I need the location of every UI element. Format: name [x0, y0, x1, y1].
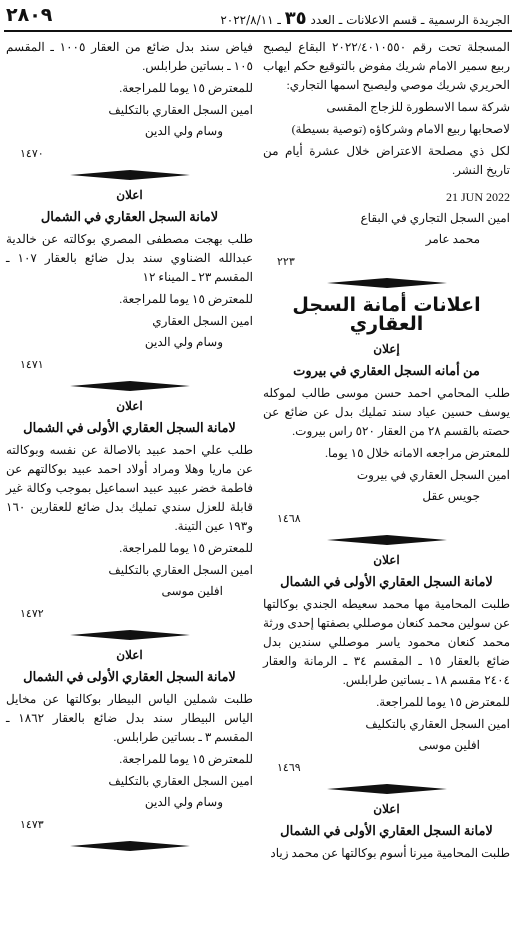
objection-text: لكل ذي مصلحة الاعتراض خلال عشرة أيام من تاريخ النشر. — [263, 144, 510, 177]
notice-body: طلبت شملين الياس البيطار بوكالتها عن مخايل الياس البيطار سند بدل ضائع بالعقار ١٨٦٢ ـ المقسم ٣ ـ بساتين طرابلس. — [6, 692, 254, 744]
notice-body: المسجلة تحت رقم ٢٠٢٢/٤٠١٠٥٥٠ البقاع ليصبح ربيع سمير الامام شريك مفوض بالتوقيع حكم ايهاب الحريري شريك موصي وليصبح اسمها التجاري: — [263, 40, 510, 92]
company-name: شركة سما الاسطورة للزجاج المقسى — [326, 100, 510, 114]
issue-date: ـ ٢٠٢٢/٨/١١ — [220, 13, 281, 27]
notice-number: ١٤٧٢ — [20, 608, 44, 620]
gazette-title: الجريدة الرسمية ـ قسم الاعلانات ـ العدد — [310, 13, 510, 27]
notice-1473 — [6, 646, 253, 835]
notice-1468 — [263, 340, 510, 529]
notice-1471 — [6, 186, 253, 375]
notice-label: اعلان — [116, 188, 143, 202]
section-divider — [327, 784, 447, 794]
signer-title: امين السجل العقاري بالتكليف — [365, 717, 510, 731]
signer-title: امين السجل التجاري في البقاع — [360, 211, 510, 225]
section-divider — [70, 381, 190, 391]
objection-text: للمعترض ١٥ يوما للمراجعة. — [119, 81, 253, 95]
signer-title: امين السجل العقاري — [152, 314, 253, 328]
notice-label: إعلان — [373, 342, 400, 356]
section-divider — [70, 630, 190, 640]
notice-authority: من أمانه السجل العقاري في بيروت — [293, 363, 480, 378]
notice-authority: لامانة السجل العقاري الأولى في الشمال — [23, 669, 236, 684]
notice-authority: لامانة السجل العقاري الأولى في الشمال — [280, 574, 493, 589]
objection-text: للمعترض ١٥ يوما للمراجعة. — [119, 752, 253, 766]
notice-1472 — [6, 397, 253, 624]
notice-1469 — [263, 551, 510, 778]
signer-title: امين السجل العقاري بالتكليف — [108, 563, 253, 577]
page-header — [0, 0, 516, 34]
signer-title: امين السجل العقاري بالتكليف — [108, 774, 253, 788]
signer-name: افلين موسى — [161, 584, 223, 598]
company-owners: لاصحابها ربيع الامام وشركاؤه (توصية بسيطة) — [291, 122, 510, 136]
notice-body: طلب بهجت مصطفى المصري بوكالته عن خالدية عبدالله الضناوي سند بدل ضائع بالعقار ١٠٧ ـ المقسم ٢٣ ـ الميناء ١٢ — [6, 232, 253, 284]
notice-1470 — [6, 38, 253, 164]
signer-name: افلين موسى — [418, 738, 480, 752]
section-divider — [70, 170, 190, 180]
signer-title: امين السجل العقاري في بيروت — [356, 468, 510, 482]
notice-body: فياض سند بدل ضائع من العقار ١٠٠٥ ـ المقسم ١٠٥ ـ بساتين طرابلس. — [6, 40, 253, 73]
notice-223 — [263, 38, 510, 272]
notice-last — [263, 800, 510, 863]
notice-body: طلب المحامي احمد حسن موسى طالب لموكله يوسف حسين عياد سند تمليك بدل عن ضائع عن حصته بالقسم ٢٨ من العقار ٥٢٠ راس بيروت. — [263, 386, 510, 438]
section-title: اعلانات أمانة السجل العقاري — [292, 294, 481, 335]
right-column — [263, 38, 510, 866]
notice-number: ١٤٦٩ — [277, 762, 301, 774]
notice-body: طلبت المحامية مها محمد سعيطه الجندي بوكالتها عن سولين محمد كنعان موصللي بصفتها إحدى ورثة محمد كنعان محمود ياسر موصللي سندين بدل ضائع بالعقار ١٥ ـ المقسم ٣٤ ـ الرمانة والعقار ٢٤٠٤ مقسم ١٨ ـ بساتين طرابلس. — [263, 597, 510, 687]
signer-name: وسام ولي الدين — [144, 795, 223, 809]
signer-name: محمد عامر — [425, 232, 480, 246]
notice-body: طلب علي احمد عبيد بالاصالة عن نفسه وبوكالته عن ماريا وهلا ومراد أولاد احمد عبيد بوكالتهم عن فاطمة خضر عبيد عبيد اسماعيل بموجب وكالة غير قابلة للعزل سندي تمليك بدل ضائع للعقارين ١٦٠ و١٩٣ عين التينة. — [6, 443, 253, 533]
left-column — [6, 38, 253, 857]
notice-number: ١٤٦٨ — [277, 513, 301, 525]
section-divider — [327, 535, 447, 545]
header-rule — [4, 30, 512, 32]
issue-number: ٣٥ — [284, 8, 307, 29]
objection-text: للمعترض ١٥ يوما للمراجعة. — [119, 541, 253, 555]
notice-authority: لامانة السجل العقاري الأولى في الشمال — [23, 420, 236, 435]
notice-label: اعلان — [373, 802, 400, 816]
notice-label: اعلان — [116, 399, 143, 413]
notice-number: ١٤٧٠ — [20, 148, 44, 160]
notice-authority: لامانة السجل العقاري الأولى في الشمال — [280, 823, 493, 838]
objection-text: للمعترض مراجعه الامانه خلال ١٥ يوما. — [325, 446, 510, 460]
notice-number: ١٤٧١ — [20, 359, 44, 371]
signer-title: امين السجل العقاري بالتكليف — [108, 103, 253, 117]
notice-number: ٢٢٣ — [277, 256, 295, 268]
notice-label: اعلان — [116, 648, 143, 662]
notice-label: اعلان — [373, 553, 400, 567]
notice-number: ١٤٧٣ — [20, 819, 44, 831]
page-number: ٢٨٠٩ — [6, 4, 53, 26]
section-divider — [70, 841, 190, 851]
signer-name: وسام ولي الدين — [144, 335, 223, 349]
notice-authority: لامانة السجل العقاري في الشمال — [40, 209, 219, 224]
running-title — [220, 8, 510, 29]
signer-name: وسام ولي الدين — [144, 124, 223, 138]
signer-name: جويس عقل — [422, 489, 480, 503]
section-divider — [327, 278, 447, 288]
notice-date: 21 JUN 2022 — [445, 190, 510, 204]
objection-text: للمعترض ١٥ يوما للمراجعة. — [119, 292, 253, 306]
objection-text: للمعترض ١٥ يوما للمراجعة. — [376, 695, 510, 709]
notice-body: طلبت المحامية ميرنا أسوم بوكالتها عن محمد زياد — [270, 846, 510, 860]
